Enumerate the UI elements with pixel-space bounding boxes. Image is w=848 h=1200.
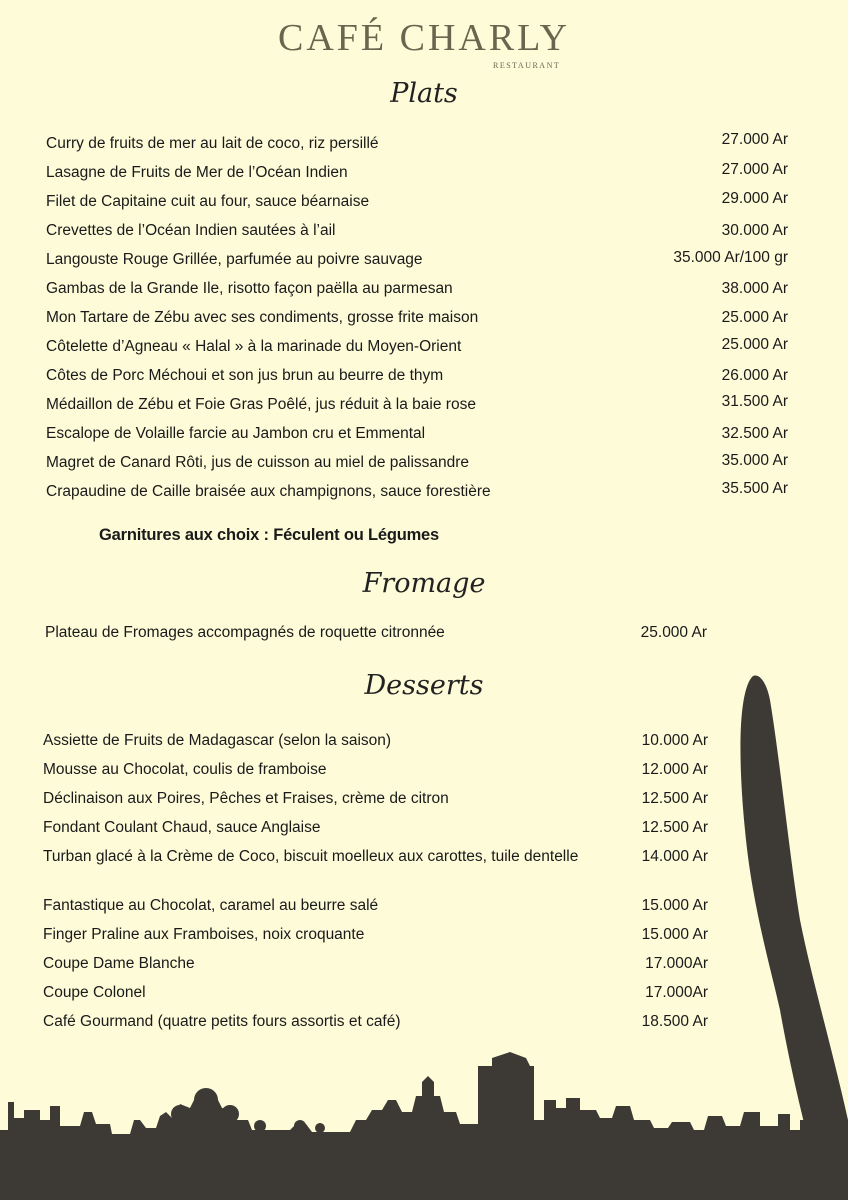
item-price: 25.000 Ar (721, 309, 788, 326)
desserts-title: Desserts (364, 670, 484, 701)
item-name: Café Gourmand (quatre petits fours assortis et café) (43, 1013, 401, 1030)
item-price: 35.000 Ar (721, 452, 788, 469)
restaurant-name: CAFÉ CHARLY (277, 17, 571, 59)
item-price: 12.000 Ar (641, 761, 708, 778)
item-name: Déclinaison aux Poires, Pêches et Fraises, crème de citron (43, 790, 449, 807)
item-name: Médaillon de Zébu et Foie Gras Poêlé, jus réduit à la baie rose (46, 396, 476, 413)
item-price: 30.000 Ar (721, 222, 788, 239)
item-name: Filet de Capitaine cuit au four, sauce béarnaise (46, 193, 370, 210)
item-price: 12.500 Ar (641, 790, 708, 807)
item-name: Fondant Coulant Chaud, sauce Anglaise (43, 819, 321, 836)
item-name: Coupe Colonel (43, 984, 146, 1001)
fromage-title: Fromage (362, 568, 486, 599)
item-name: Crevettes de l’Océan Indien sautées à l’ail (46, 222, 336, 239)
item-name: Côtes de Porc Méchoui et son jus brun au beurre de thym (46, 367, 444, 384)
item-price: 38.000 Ar (721, 280, 788, 297)
item-price: 15.000 Ar (641, 897, 708, 914)
knife-silhouette (740, 676, 848, 1165)
item-name: Magret de Canard Rôti, jus de cuisson au miel de palissandre (46, 454, 470, 471)
item-price: 12.500 Ar (641, 819, 708, 836)
item-name: Escalope de Volaille farcie au Jambon cru et Emmental (46, 425, 426, 442)
item-name: Finger Praline aux Framboises, noix croquante (43, 926, 365, 943)
item-price: 27.000 Ar (721, 161, 788, 178)
item-price: 35.000 Ar/100 gr (673, 249, 788, 266)
item-name: Lasagne de Fruits de Mer de l’Océan Indien (46, 164, 348, 181)
item-price: 31.500 Ar (721, 393, 788, 410)
item-name: Crapaudine de Caille braisée aux champignons, sauce forestière (46, 483, 491, 500)
item-name: Fantastique au Chocolat, caramel au beurre salé (43, 897, 379, 914)
item-price: 18.500 Ar (641, 1013, 708, 1030)
item-price: 35.500 Ar (721, 480, 788, 497)
item-price: 29.000 Ar (721, 190, 788, 207)
item-name: Gambas de la Grande Ile, risotto façon paëlla au parmesan (46, 280, 453, 297)
item-price: 32.500 Ar (721, 425, 788, 442)
item-price: 15.000 Ar (641, 926, 708, 943)
item-price: 25.000 Ar (640, 624, 707, 641)
item-price: 25.000 Ar (721, 336, 788, 353)
item-price: 17.000Ar (645, 984, 708, 1001)
plats-title: Plats (390, 78, 458, 109)
restaurant-subtitle: RESTAURANT (493, 61, 561, 70)
skyline-silhouette (0, 1052, 848, 1200)
item-price: 17.000Ar (645, 955, 708, 972)
item-name: Mousse au Chocolat, coulis de framboise (43, 761, 327, 778)
item-name: Langouste Rouge Grillée, parfumée au poivre sauvage (46, 251, 423, 268)
garnish-note: Garnitures aux choix : Féculent ou Légumes (99, 526, 440, 544)
item-name: Turban glacé à la Crème de Coco, biscuit moelleux aux carottes, tuile dentelle (43, 848, 579, 865)
item-name: Côtelette d’Agneau « Halal » à la marinade du Moyen-Orient (46, 338, 462, 355)
item-name: Coupe Dame Blanche (43, 955, 195, 972)
item-price: 26.000 Ar (721, 367, 788, 384)
item-name: Mon Tartare de Zébu avec ses condiments, grosse frite maison (46, 309, 479, 326)
item-price: 14.000 Ar (641, 848, 708, 865)
item-name: Curry de fruits de mer au lait de coco, riz persillé (46, 135, 379, 152)
item-price: 10.000 Ar (641, 732, 708, 749)
item-name: Assiette de Fruits de Madagascar (selon la saison) (43, 732, 392, 749)
item-name: Plateau de Fromages accompagnés de roquette citronnée (45, 624, 445, 641)
item-price: 27.000 Ar (721, 131, 788, 148)
